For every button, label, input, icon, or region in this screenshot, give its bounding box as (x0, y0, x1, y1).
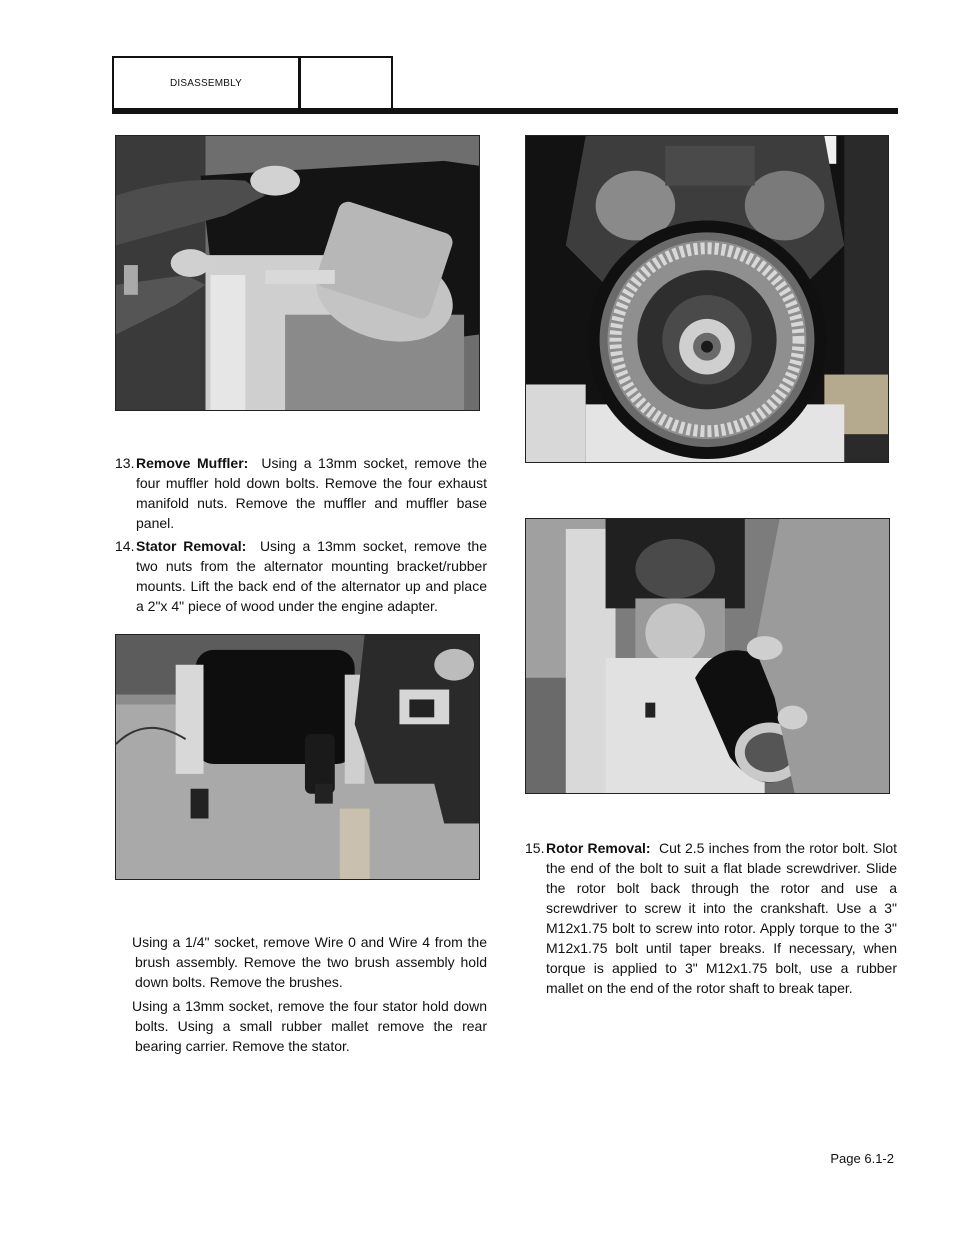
step-13 (115, 453, 487, 533)
step-13-number: 13. (115, 455, 135, 471)
step-13-body: Using a 13mm socket, remove the four muffler hold down bolts. Remove the four exhaust manifold nuts. Remove the muffler and muffler base panel. (136, 455, 488, 531)
step-14-body: Using a 13mm socket, remove the two nuts from the alternator mounting bracket/rubber mounts. Lift the back end of the alternator up and place a 2"x 4" piece of wood under the engine adapter. (136, 538, 488, 614)
step-15-body: Cut 2.5 inches from the rotor bolt. Slot the end of the bolt to suit a flat blade screwdriver. Slide the rotor bolt back through the rotor and use a screwdriver to screw it into the crankshaft. Use a 3" M12x1.75 bolt to screw into rotor. Apply torque to the 3" M12x1.75 bolt until taper breaks. If necessary, when torque is applied to 3" M12x1.75 bolt, use a rubber mallet on the end of the rotor shaft to break taper. (546, 840, 898, 996)
alternator-front-photo (525, 135, 889, 463)
header-section-cell (112, 56, 300, 111)
page-number: Page 6.1-2 (830, 1151, 894, 1166)
header-section-label: DISASSEMBLY (169, 78, 243, 89)
step-14-number: 14. (115, 538, 135, 554)
header-empty-cell (299, 56, 393, 111)
step-15-title: Rotor Removal: (546, 840, 651, 856)
header-rule (112, 108, 898, 114)
step-14-title: Stator Removal: (136, 538, 247, 554)
stator-removal-paragraph: Using a 13mm socket, remove the four stator hold down bolts. Using a small rubber mallet remove the rear bearing carrier. Remove the stator. (132, 998, 487, 1054)
brush-removal-paragraph: Using a 1/4" socket, remove Wire 0 and Wire 4 from the brush assembly. Remove the two brush assembly hold down bolts. Remove the brushes. (132, 934, 487, 990)
stator-removal-photo (525, 518, 890, 794)
step-13-title: Remove Muffler: (136, 455, 249, 471)
stator-assembly-photo (115, 634, 480, 880)
muffler-removal-photo (115, 135, 480, 411)
step-15-number: 15. (525, 840, 545, 856)
step-15 (525, 838, 897, 998)
step-14 (115, 536, 487, 616)
